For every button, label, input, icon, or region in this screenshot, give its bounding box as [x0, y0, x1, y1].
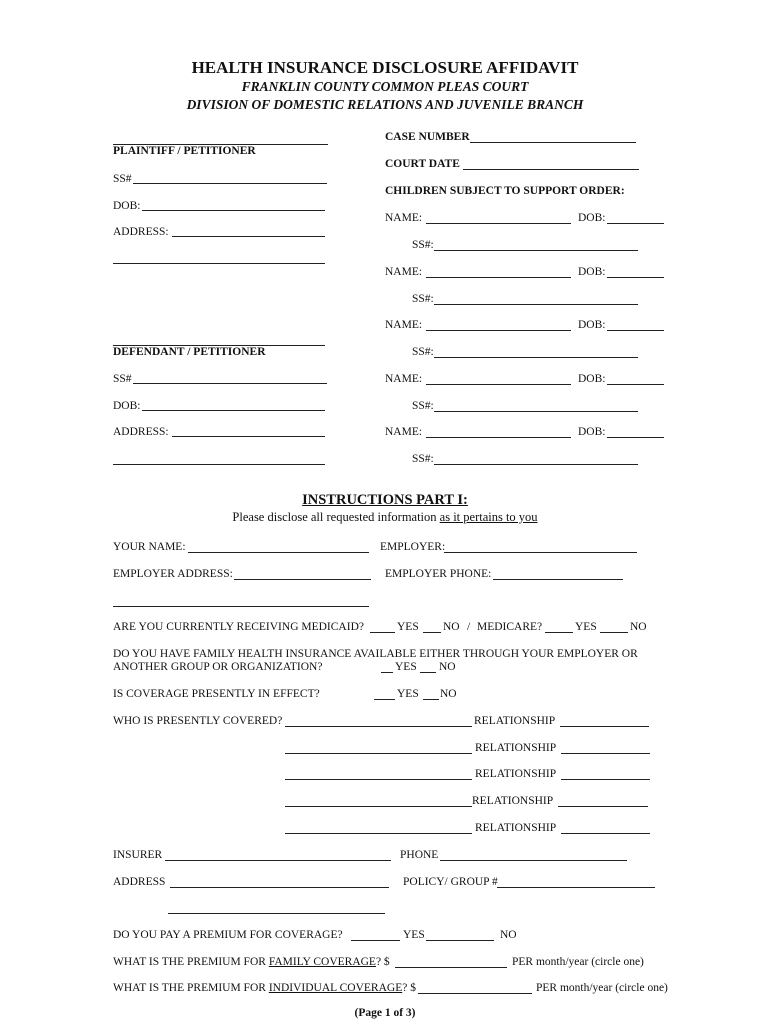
employer-address-field-2[interactable]	[113, 594, 369, 607]
medicaid-no-field[interactable]	[423, 620, 441, 633]
plaintiff-ss-field[interactable]	[133, 171, 327, 184]
policy-group-label: POLICY/ GROUP #	[403, 876, 498, 888]
child-ss-field[interactable]	[434, 238, 638, 251]
child-dob-field[interactable]	[607, 211, 664, 224]
employer-address-field[interactable]	[234, 567, 371, 580]
medicaid-yes-label: YES	[397, 621, 419, 633]
coverage-effect-question: IS COVERAGE PRESENTLY IN EFFECT?	[113, 688, 320, 700]
plaintiff-dob-label: DOB:	[113, 200, 141, 212]
family-premium-field[interactable]	[395, 955, 507, 968]
child-dob-label: DOB:	[578, 266, 606, 278]
medicare-yes-field[interactable]	[545, 620, 573, 633]
child-name-field[interactable]	[426, 265, 571, 278]
relationship-label: RELATIONSHIP	[472, 795, 554, 807]
child-name-field[interactable]	[426, 211, 571, 224]
medicare-no-field[interactable]	[600, 620, 628, 633]
employer-field[interactable]	[444, 540, 637, 553]
child-dob-label: DOB:	[578, 426, 606, 438]
child-ss-label: SS#:	[412, 293, 434, 305]
child-name-field[interactable]	[426, 318, 571, 331]
relationship-label: RELATIONSHIP	[475, 822, 557, 834]
who-covered-label: WHO IS PRESENTLY COVERED?	[113, 715, 283, 727]
family-insurance-no-field[interactable]	[420, 660, 436, 673]
relationship-field[interactable]	[561, 741, 650, 754]
child-name-label: NAME:	[385, 212, 423, 224]
defendant-dob-label: DOB:	[113, 400, 141, 412]
defendant-dob-field[interactable]	[142, 398, 325, 411]
child-dob-label: DOB:	[578, 319, 606, 331]
individual-premium-period: PER month/year (circle one)	[536, 982, 668, 994]
coverage-yes-label: YES	[397, 688, 419, 700]
child-dob-label: DOB:	[578, 212, 606, 224]
covered-person-field[interactable]	[285, 714, 472, 727]
court-name: FRANKLIN COUNTY COMMON PLEAS COURT	[241, 79, 529, 94]
plaintiff-address-field[interactable]	[172, 224, 325, 237]
case-number-field[interactable]	[470, 130, 636, 143]
covered-person-field[interactable]	[285, 741, 472, 754]
individual-premium-field[interactable]	[418, 981, 532, 994]
your-name-label: YOUR NAME:	[113, 541, 186, 553]
family-insurance-question-2: ANOTHER GROUP OR ORGANIZATION?	[113, 661, 323, 673]
defendant-heading: DEFENDANT / PETITIONER	[113, 346, 266, 358]
child-name-label: NAME:	[385, 319, 423, 331]
relationship-field[interactable]	[558, 794, 648, 807]
plaintiff-dob-field[interactable]	[142, 198, 325, 211]
employer-address-label: EMPLOYER ADDRESS:	[113, 568, 233, 580]
instructions-heading: INSTRUCTIONS PART I:	[302, 492, 468, 508]
insurer-address-field-2[interactable]	[168, 901, 385, 914]
child-name-field[interactable]	[426, 425, 571, 438]
family-premium-question: WHAT IS THE PREMIUM FOR FAMILY COVERAGE? $	[113, 956, 390, 968]
premium-yes-field[interactable]	[351, 928, 400, 941]
coverage-no-field[interactable]	[423, 687, 439, 700]
covered-person-field[interactable]	[285, 767, 472, 780]
court-date-field[interactable]	[463, 157, 639, 170]
plaintiff-address-field-2[interactable]	[113, 251, 325, 264]
coverage-no-label: NO	[440, 688, 457, 700]
relationship-field[interactable]	[561, 821, 650, 834]
relationship-field[interactable]	[560, 714, 649, 727]
relationship-label: RELATIONSHIP	[475, 742, 557, 754]
premium-yes-label: YES	[403, 929, 425, 941]
child-dob-label: DOB:	[578, 373, 606, 385]
defendant-address-field[interactable]	[172, 424, 325, 437]
medicaid-question: ARE YOU CURRENTLY RECEIVING MEDICAID?	[113, 621, 364, 633]
relationship-field[interactable]	[561, 767, 650, 780]
relationship-label: RELATIONSHIP	[474, 715, 556, 727]
child-name-label: NAME:	[385, 426, 423, 438]
family-insurance-no-label: NO	[439, 661, 456, 673]
premium-no-field[interactable]	[426, 928, 494, 941]
employer-phone-field[interactable]	[493, 567, 623, 580]
employer-label: EMPLOYER:	[380, 541, 446, 553]
child-ss-label: SS#:	[412, 239, 434, 251]
defendant-ss-field[interactable]	[133, 371, 327, 384]
child-dob-field[interactable]	[607, 425, 664, 438]
child-ss-field[interactable]	[434, 292, 638, 305]
insurer-field[interactable]	[165, 848, 391, 861]
plaintiff-address-label: ADDRESS:	[113, 226, 169, 238]
premium-no-label: NO	[500, 929, 517, 941]
document-title: HEALTH INSURANCE DISCLOSURE AFFIDAVIT	[191, 58, 579, 77]
child-ss-label: SS#:	[412, 453, 434, 465]
insurer-label: INSURER	[113, 849, 163, 861]
child-ss-label: SS#:	[412, 400, 434, 412]
case-number-label: CASE NUMBER	[385, 131, 470, 143]
medicaid-no-label: NO	[443, 621, 460, 633]
insurer-phone-field[interactable]	[440, 848, 627, 861]
medicare-question: MEDICARE?	[477, 621, 543, 633]
employer-phone-label: EMPLOYER PHONE:	[385, 568, 492, 580]
premium-question: DO YOU PAY A PREMIUM FOR COVERAGE?	[113, 929, 343, 941]
division-name: DIVISION OF DOMESTIC RELATIONS AND JUVENILE BRANCH	[186, 97, 584, 112]
court-date-label: COURT DATE	[385, 158, 460, 170]
child-name-field[interactable]	[426, 372, 571, 385]
child-ss-field[interactable]	[434, 345, 638, 358]
insurer-address-label: ADDRESS	[113, 876, 166, 888]
defendant-address-label: ADDRESS:	[113, 426, 169, 438]
child-name-label: NAME:	[385, 266, 423, 278]
family-insurance-yes-label: YES	[395, 661, 417, 673]
child-dob-field[interactable]	[607, 265, 664, 278]
child-dob-field[interactable]	[607, 372, 664, 385]
family-insurance-question: DO YOU HAVE FAMILY HEALTH INSURANCE AVAILABLE EITHER THROUGH YOUR EMPLOYER OR	[113, 648, 638, 660]
defendant-address-field-2[interactable]	[113, 452, 325, 465]
child-dob-field[interactable]	[607, 318, 664, 331]
child-ss-field[interactable]	[434, 399, 638, 412]
relationship-label: RELATIONSHIP	[475, 768, 557, 780]
instructions-subtitle: Please disclose all requested information as it pertains to you	[232, 510, 538, 524]
children-heading: CHILDREN SUBJECT TO SUPPORT ORDER:	[385, 185, 625, 197]
coverage-yes-field[interactable]	[374, 687, 395, 700]
separator-slash: /	[467, 621, 471, 633]
plaintiff-heading: PLAINTIFF / PETITIONER	[113, 145, 256, 157]
covered-person-field[interactable]	[285, 794, 472, 807]
insurer-address-field[interactable]	[170, 875, 389, 888]
family-premium-period: PER month/year (circle one)	[512, 956, 644, 968]
medicare-no-label: NO	[630, 621, 647, 633]
plaintiff-ss-label: SS#	[113, 173, 132, 185]
insurer-phone-label: PHONE	[400, 849, 439, 861]
family-insurance-yes-field[interactable]	[381, 660, 393, 673]
child-name-label: NAME:	[385, 373, 423, 385]
covered-person-field[interactable]	[285, 821, 472, 834]
child-ss-label: SS#:	[412, 346, 434, 358]
medicare-yes-label: YES	[575, 621, 597, 633]
page-number: (Page 1 of 3)	[354, 1007, 416, 1019]
individual-premium-question: WHAT IS THE PREMIUM FOR INDIVIDUAL COVERAGE? $	[113, 982, 416, 994]
policy-group-field[interactable]	[497, 875, 655, 888]
defendant-ss-label: SS#	[113, 373, 132, 385]
child-ss-field[interactable]	[434, 452, 638, 465]
your-name-field[interactable]	[188, 540, 369, 553]
medicaid-yes-field[interactable]	[370, 620, 395, 633]
